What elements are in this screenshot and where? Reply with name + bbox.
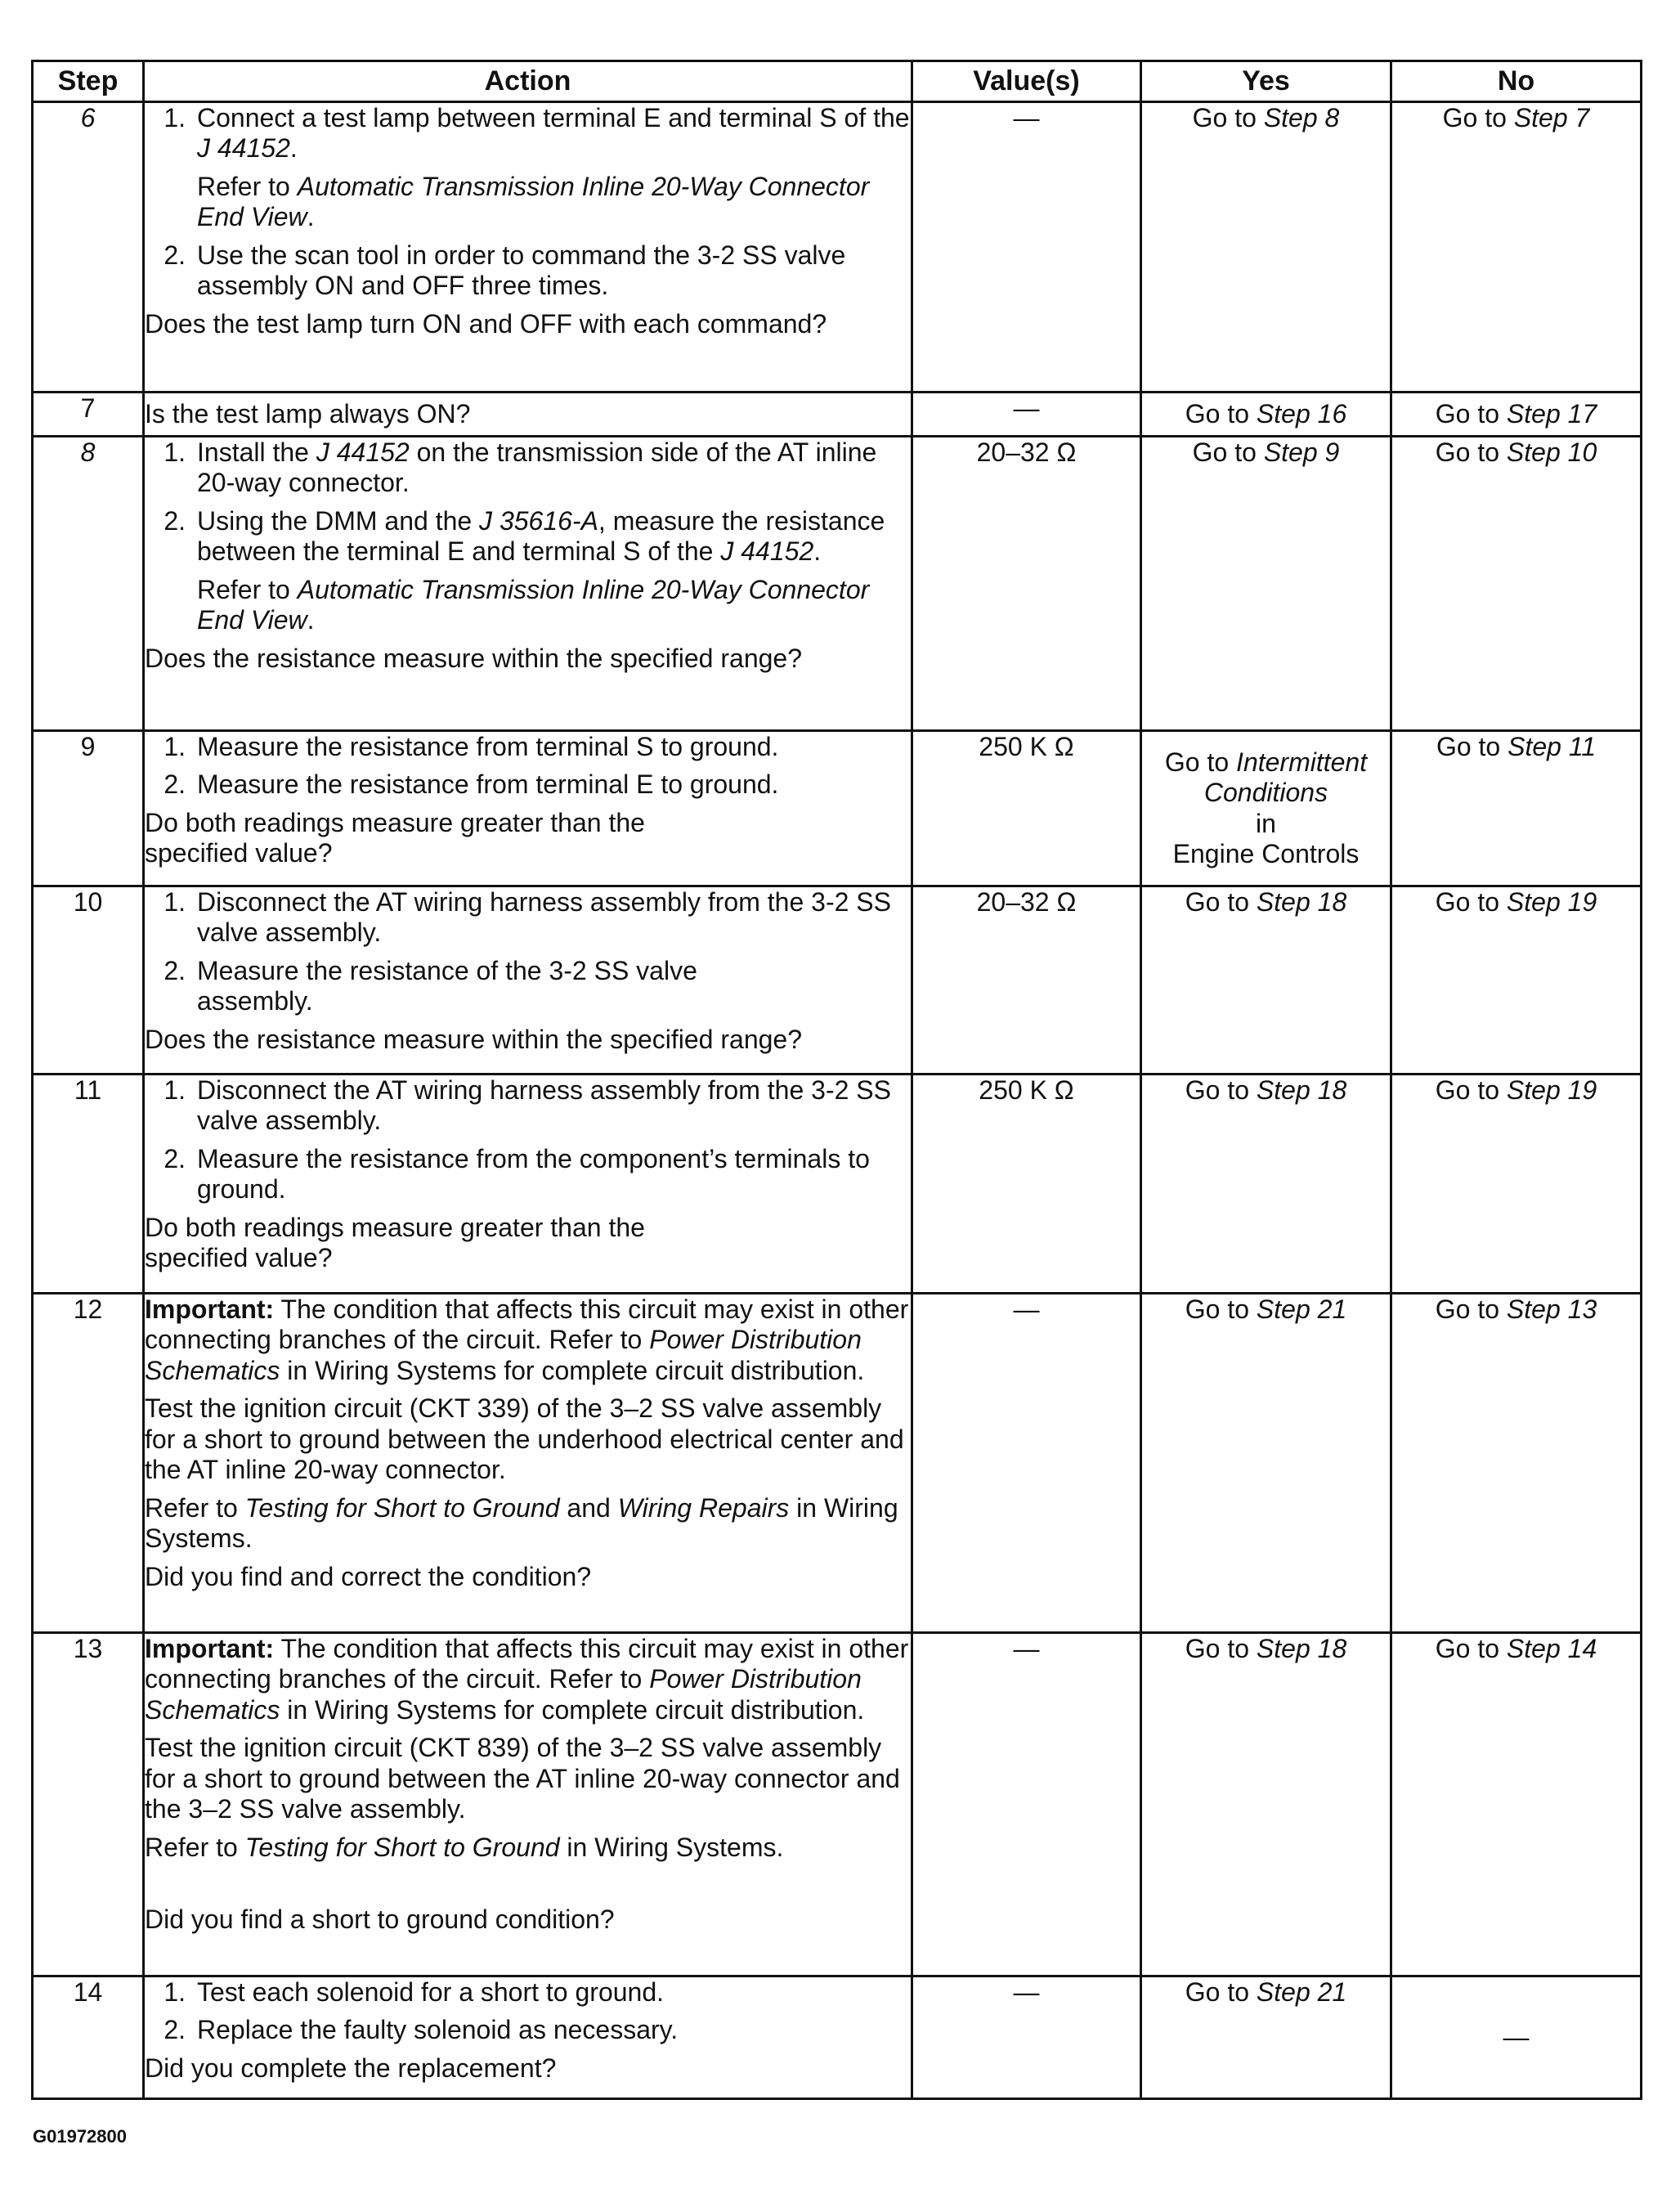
step-number: 12 — [33, 1294, 144, 1633]
item-text: Disconnect the AT wiring harness assembly from the 3-2 SS valve assembly. — [197, 1075, 891, 1136]
item-text-a: Connect a test lamp between terminal E and terminal S of the — [197, 103, 910, 132]
list-item — [145, 732, 911, 762]
no-prefix: Go to — [1435, 437, 1507, 467]
item-text: Measure the resistance from terminal S to ground. — [197, 732, 779, 761]
reference-link[interactable]: Power Distribution Schematics — [145, 1325, 862, 1385]
important-label: Important: — [145, 1294, 275, 1324]
item-text: Measure the resistance from terminal E to ground. — [197, 769, 779, 800]
step-number: 11 — [33, 1075, 144, 1294]
question-text: Does the test lamp turn ON and OFF with each command? — [145, 308, 827, 339]
list-item — [145, 956, 911, 1017]
step-number: 7 — [33, 393, 144, 437]
item-text: Test each solenoid for a short to ground. — [197, 1977, 665, 2007]
yes-cell — [1141, 437, 1391, 731]
no-cell — [1391, 102, 1642, 393]
reference-link[interactable]: Automatic Transmission Inline 20-Way Connector End View — [197, 574, 870, 635]
question-text: Do both readings measure greater than the specified value? — [145, 1212, 645, 1273]
item-text — [197, 437, 911, 499]
list-item — [145, 1977, 911, 2008]
yes-cell — [1141, 731, 1391, 886]
table-row-step-10 — [33, 886, 1642, 1075]
refer-line — [145, 172, 911, 233]
refer-line — [145, 1833, 911, 1863]
item-number: 1. — [164, 887, 186, 917]
yes-in: in — [1256, 808, 1276, 838]
yes-cell — [1141, 1633, 1391, 1976]
item-text-a: Using the DMM and the — [197, 505, 480, 536]
item-number: 2. — [164, 240, 186, 270]
action-cell — [144, 1976, 912, 2099]
spacer — [145, 1870, 911, 1901]
value-cell: — — [912, 1294, 1141, 1633]
yes-cell — [1141, 1294, 1391, 1633]
step-number: 13 — [33, 1633, 144, 1976]
yes-prefix: Go to — [1185, 1634, 1257, 1663]
table-row-step-9 — [33, 731, 1642, 886]
no-step-link[interactable]: Step 17 — [1506, 398, 1597, 428]
refer-and: and — [559, 1492, 618, 1523]
list-item — [145, 240, 911, 302]
reference-link[interactable]: Testing for Short to Ground — [244, 1832, 560, 1862]
no-prefix: Go to — [1435, 887, 1507, 917]
value-cell: — — [912, 102, 1141, 393]
tool-ref: J 44152 — [197, 133, 290, 164]
no-cell — [1391, 1294, 1642, 1633]
table-row-step-7 — [33, 393, 1642, 437]
step-number: 9 — [33, 731, 144, 886]
step-number: 10 — [33, 886, 144, 1075]
reference-link[interactable]: Automatic Transmission Inline 20-Way Connector End View — [197, 171, 870, 232]
important-text-b: in Wiring Systems for complete circuit distribution. — [280, 1694, 865, 1725]
item-text: Replace the faulty solenoid as necessary. — [197, 2015, 679, 2045]
list-item — [145, 887, 911, 949]
tool-ref: J 44152 — [720, 536, 814, 567]
diagnostic-table — [31, 60, 1642, 2100]
refer-prefix: Refer to — [197, 574, 298, 604]
figure-id: G01972800 — [33, 2126, 127, 2147]
value-cell: — — [912, 1633, 1141, 1976]
question-text: Do both readings measure greater than the specified value? — [145, 807, 645, 868]
header-no: No — [1391, 61, 1642, 102]
no-cell — [1391, 1633, 1642, 1976]
item-text: Measure the resistance of the 3-2 SS valve assembly. — [197, 955, 697, 1016]
value-cell: 250 K Ω — [912, 731, 1141, 886]
refer-end: . — [307, 202, 315, 232]
question-text: Does the resistance measure within the specified range? — [145, 1024, 802, 1054]
item-text: Measure the resistance from the component’s terminals to ground. — [197, 1143, 870, 1205]
item-number: 2. — [164, 769, 186, 800]
yes-cell — [1141, 886, 1391, 1075]
no-step-link[interactable]: Step 19 — [1506, 887, 1597, 917]
item-number: 1. — [164, 437, 186, 467]
item-number: 1. — [164, 103, 186, 132]
list-item — [145, 769, 911, 800]
table-row-step-12 — [33, 1294, 1642, 1633]
item-text: Disconnect the AT wiring harness assembly from the 3-2 SS valve assembly. — [197, 887, 891, 948]
list-item — [145, 103, 911, 164]
yes-cell — [1141, 102, 1391, 393]
no-prefix: Go to — [1435, 398, 1507, 428]
item-text-b: on the transmission side of the AT inline 20-way connector. — [197, 437, 877, 498]
list-item — [145, 506, 911, 568]
no-prefix: Go to — [1435, 1634, 1507, 1663]
no-cell — [1391, 886, 1642, 1075]
list-item — [145, 437, 911, 499]
no-cell — [1391, 1075, 1642, 1294]
yes-prefix: Go to — [1192, 103, 1264, 132]
refer-suffix: in Wiring Systems. — [145, 1492, 898, 1554]
question-text: Does the resistance measure within the specified range? — [145, 643, 802, 673]
yes-prefix: Go to — [1185, 398, 1257, 428]
table-row-step-14 — [33, 1976, 1642, 2099]
tool-ref: J 35616-A — [479, 505, 598, 536]
question-text: Did you complete the replacement? — [145, 2053, 557, 2083]
important-label: Important: — [145, 1634, 275, 1663]
no-step-link[interactable]: Step 19 — [1506, 1075, 1597, 1105]
question-text: Is the test lamp always ON? — [145, 398, 471, 428]
important-text-a: The condition that affects this circuit may exist in other connecting branches of the circuit. Refer to — [145, 1634, 909, 1694]
table-row-step-8 — [33, 437, 1642, 731]
item-text-c: . — [813, 536, 822, 567]
refer-prefix: Refer to — [145, 1492, 245, 1523]
yes-prefix: Go to — [1192, 437, 1264, 467]
yes-cell — [1141, 1075, 1391, 1294]
important-note — [145, 1294, 911, 1386]
yes-step-link[interactable]: Step 18 — [1256, 1634, 1347, 1663]
no-cell — [1391, 393, 1642, 437]
header-action: Action — [144, 61, 912, 102]
item-number: 2. — [164, 1143, 186, 1173]
action-cell — [144, 886, 912, 1075]
yes-cell — [1141, 393, 1391, 437]
value-cell: — — [912, 1976, 1141, 2099]
yes-step-link[interactable]: Step 9 — [1263, 437, 1340, 467]
question-text: Did you find a short to ground condition? — [145, 1905, 615, 1935]
action-cell — [144, 437, 912, 731]
table-row-step-6 — [33, 102, 1642, 393]
header-values: Value(s) — [912, 61, 1141, 102]
header-yes: Yes — [1141, 61, 1391, 102]
test-instruction: Test the ignition circuit (CKT 839) of the 3–2 SS valve assembly for a short to ground between the AT inline 20-way connector and the 3–2 SS valve assembly. — [145, 1733, 900, 1824]
step-number: 8 — [33, 437, 144, 731]
action-cell — [144, 102, 912, 393]
yes-step-link[interactable]: Step 8 — [1263, 103, 1340, 132]
no-prefix: Go to — [1435, 1075, 1507, 1105]
reference-link[interactable]: Testing for Short to Ground — [244, 1492, 560, 1523]
item-text-b: . — [289, 133, 298, 164]
no-prefix: Go to — [1442, 103, 1514, 132]
yes-step-link[interactable]: Step 21 — [1256, 1294, 1347, 1324]
yes-step-link[interactable]: Step 18 — [1256, 1075, 1347, 1105]
value-cell: 250 K Ω — [912, 1075, 1141, 1294]
conditions-link[interactable]: Conditions — [1203, 778, 1328, 808]
action-cell — [144, 1294, 912, 1633]
header-step: Step — [33, 61, 144, 102]
refer-suffix: in Wiring Systems. — [559, 1832, 784, 1862]
list-item — [145, 1075, 911, 1137]
action-cell — [144, 393, 912, 437]
table-header-row — [33, 61, 1642, 102]
value-cell: 20–32 Ω — [912, 437, 1141, 731]
important-note — [145, 1634, 911, 1725]
action-cell — [144, 731, 912, 886]
item-number: 2. — [164, 505, 186, 536]
no-prefix: Go to — [1435, 1294, 1507, 1324]
yes-line-1 — [1142, 747, 1390, 778]
refer-prefix: Refer to — [145, 1832, 245, 1862]
tool-ref: J 44152 — [316, 437, 410, 467]
item-number: 1. — [164, 732, 186, 761]
no-step-link[interactable]: Step 13 — [1506, 1294, 1597, 1324]
important-text-a: The condition that affects this circuit may exist in other connecting branches of the circuit. Refer to — [145, 1294, 909, 1355]
engine-controls-text: Engine Controls — [1172, 838, 1360, 868]
list-item — [145, 2015, 911, 2045]
no-prefix: Go to — [1436, 732, 1508, 761]
no-cell — [1391, 437, 1642, 731]
test-instruction: Test the ignition circuit (CKT 339) of the 3–2 SS valve assembly for a short to ground between the underhood electrical center and the AT inline 20-way connector. — [145, 1393, 904, 1485]
yes-step-link[interactable]: Step 16 — [1256, 398, 1347, 428]
value-cell: 20–32 Ω — [912, 886, 1141, 1075]
item-number: 2. — [164, 955, 186, 985]
yes-prefix: Go to — [1185, 1075, 1257, 1105]
yes-step-link[interactable]: Step 21 — [1256, 1977, 1347, 2007]
refer-line — [145, 575, 911, 636]
yes-cell — [1141, 1976, 1391, 2099]
item-number: 2. — [164, 2015, 186, 2045]
yes-prefix: Go to — [1185, 887, 1257, 917]
refer-end: . — [307, 605, 315, 635]
yes-prefix: Go to — [1164, 747, 1237, 777]
no-step-link[interactable]: Step 11 — [1508, 732, 1597, 761]
item-text — [197, 103, 911, 164]
reference-link[interactable]: Power Distribution Schematics — [145, 1664, 862, 1725]
action-cell — [144, 1075, 912, 1294]
no-cell: — — [1391, 1976, 1642, 2099]
refer-prefix: Refer to — [197, 171, 298, 201]
item-text: Use the scan tool in order to command the 3-2 SS valve assembly ON and OFF three times. — [197, 240, 846, 301]
refer-line — [145, 1493, 911, 1555]
action-cell — [144, 1633, 912, 1976]
item-text — [197, 506, 911, 568]
list-item — [145, 1144, 911, 1205]
no-step-link[interactable]: Step 14 — [1506, 1634, 1597, 1663]
no-step-link[interactable]: Step 7 — [1513, 103, 1590, 132]
yes-step-link[interactable]: Step 18 — [1256, 887, 1347, 917]
reference-link[interactable]: Wiring Repairs — [617, 1492, 790, 1523]
step-number: 14 — [33, 1976, 144, 2099]
item-number: 1. — [164, 1977, 186, 2007]
table-row-step-11 — [33, 1075, 1642, 1294]
item-number: 1. — [164, 1075, 186, 1105]
question-text: Did you find and correct the condition? — [145, 1561, 592, 1591]
step-number: 6 — [33, 102, 144, 393]
no-step-link[interactable]: Step 10 — [1506, 437, 1597, 467]
table-row-step-13 — [33, 1633, 1642, 1976]
yes-prefix: Go to — [1185, 1977, 1257, 2007]
item-text-b: , measure the resistance between the terminal E and terminal S of the — [197, 505, 885, 567]
no-cell — [1391, 731, 1642, 886]
important-text-b: in Wiring Systems for complete circuit distribution. — [280, 1355, 865, 1385]
intermittent-link[interactable]: Intermittent — [1236, 747, 1368, 777]
yes-prefix: Go to — [1185, 1294, 1257, 1324]
item-text-a: Install the — [197, 437, 316, 467]
value-cell: — — [912, 393, 1141, 437]
